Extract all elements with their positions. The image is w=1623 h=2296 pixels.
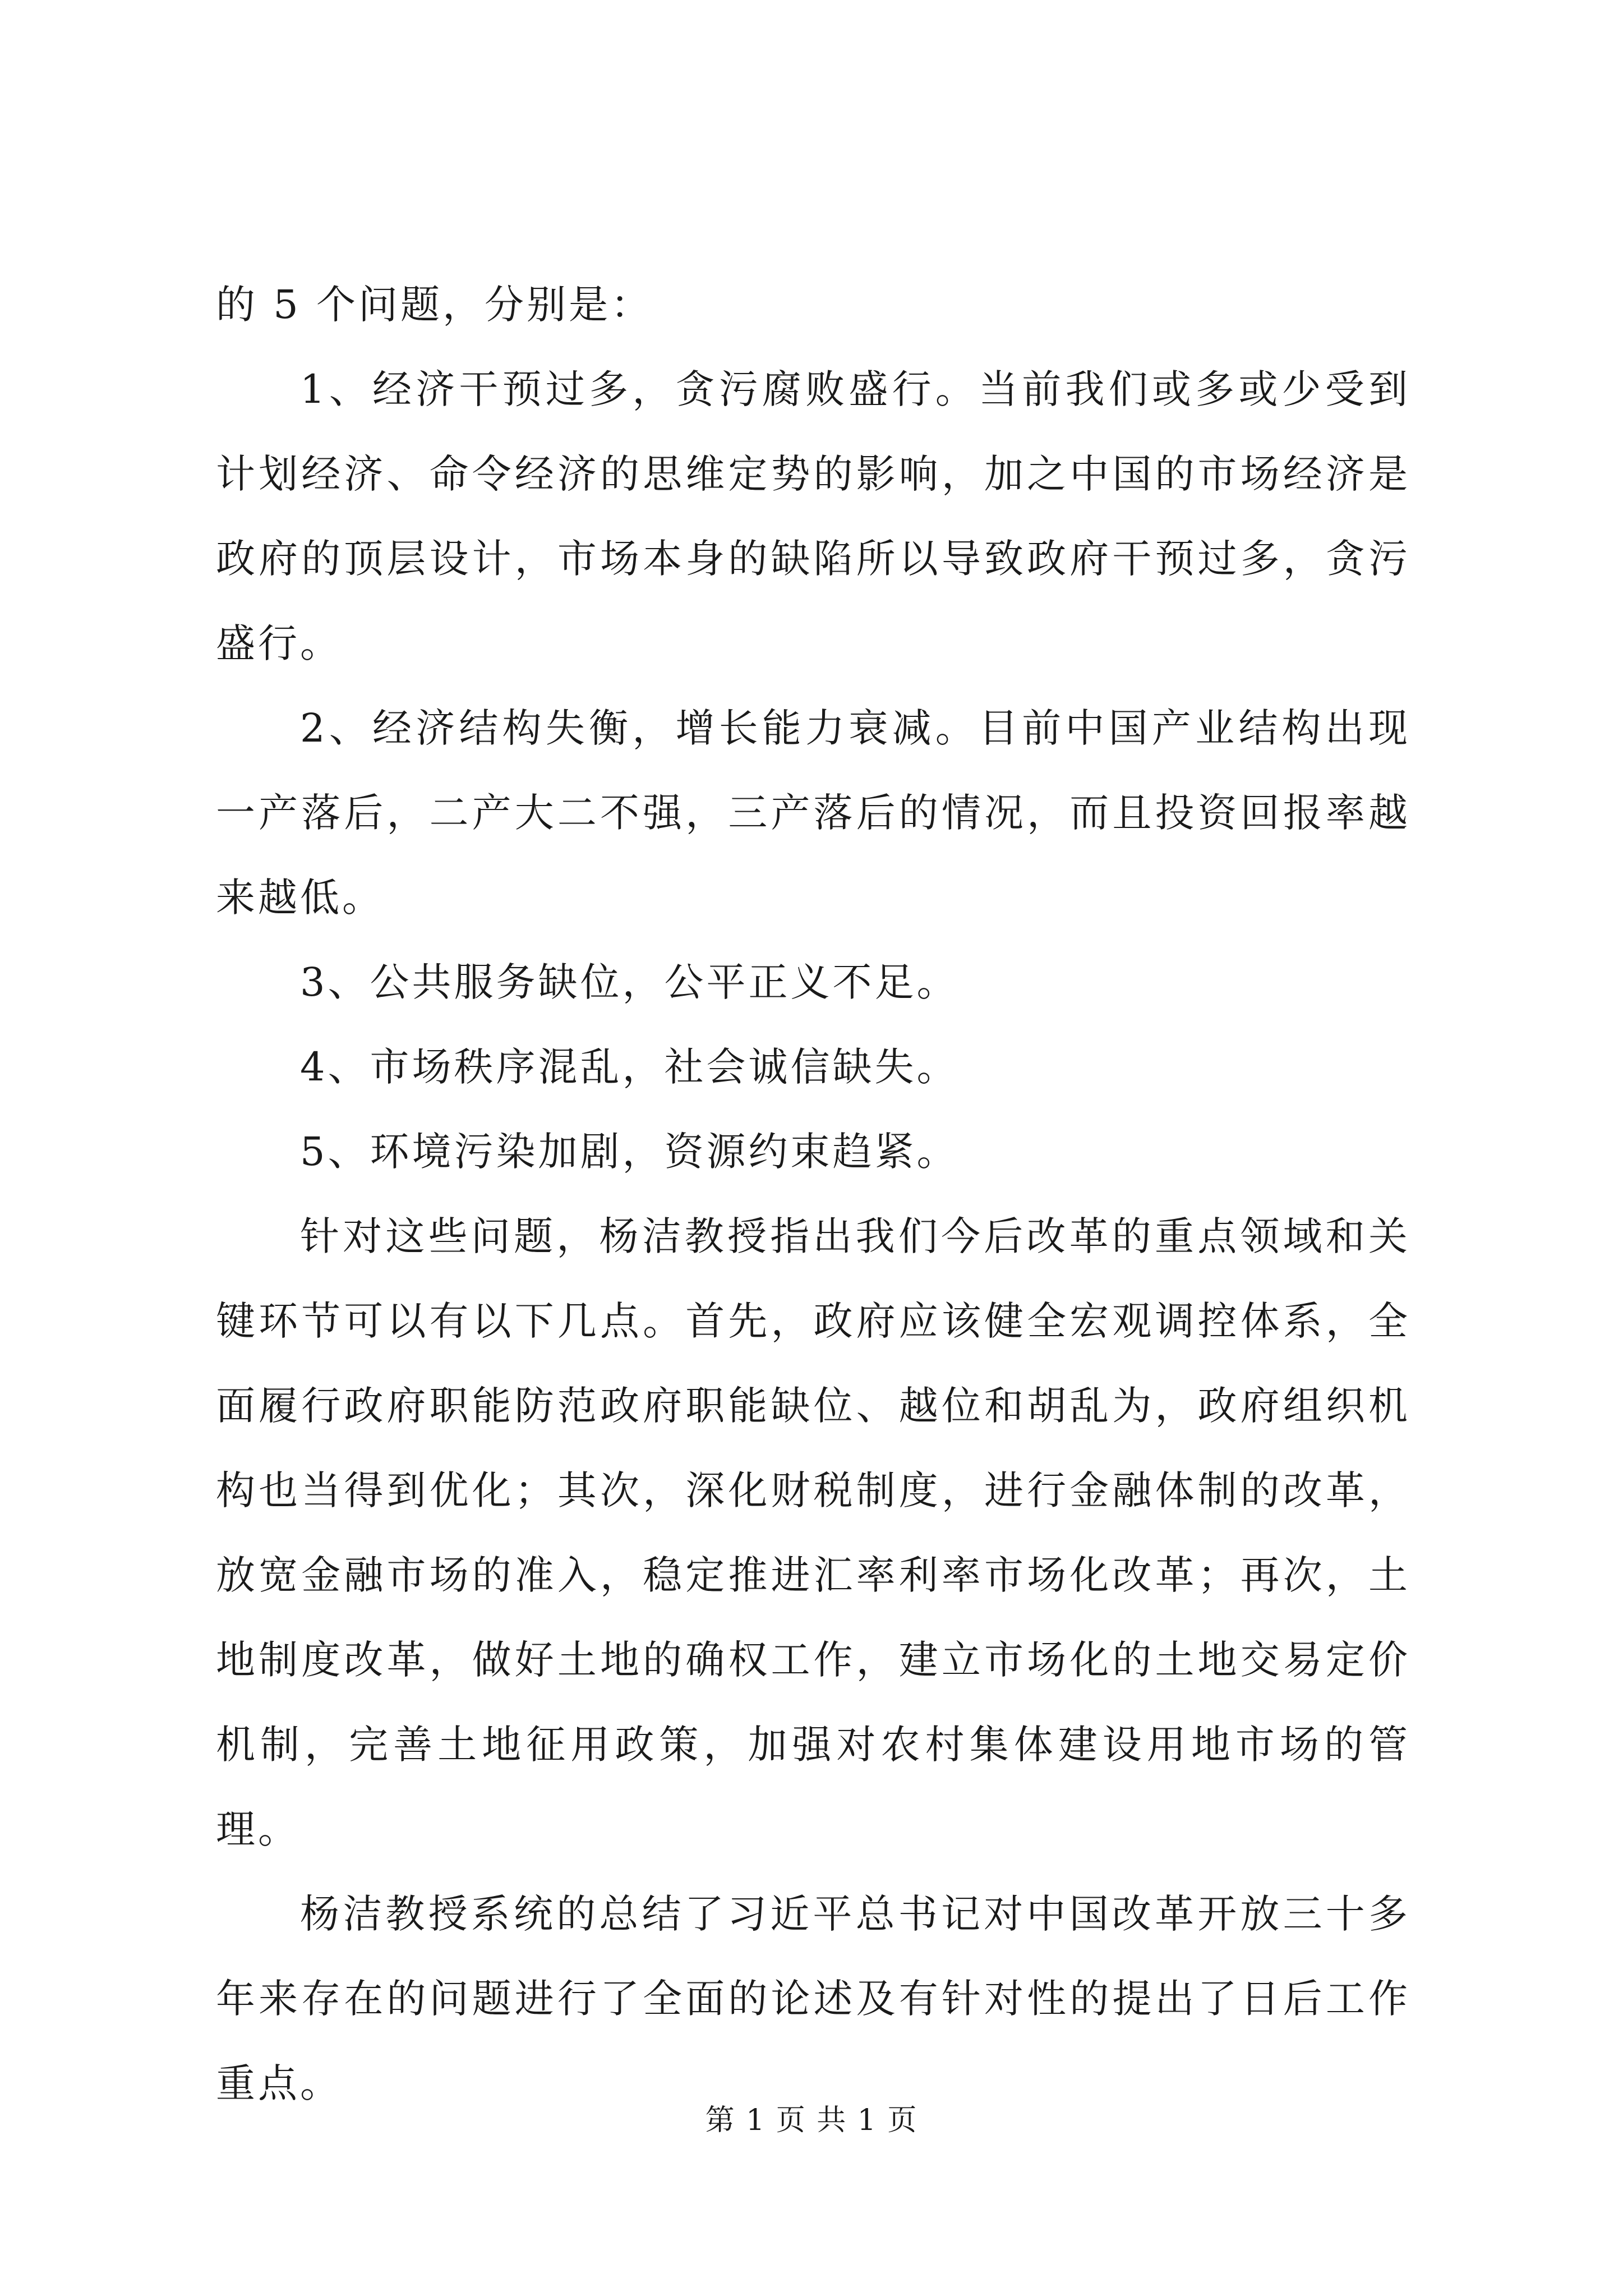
paragraph-intro: 的 5 个问题，分别是： [216,282,653,328]
paragraph-item-5: 5、环境污染加剧，资源约束趋紧。 [300,1129,959,1175]
paragraph-item-3: 3、公共服务缺位，公平正义不足。 [300,959,959,1005]
paragraph-reform-focus: 针对这些问题，杨洁教授指出我们今后改革的重点领域和关键环节可以有以下几点。首先，政府应该健全宏观调控体系，全面履行政府职能防范政府职能缺位、越位和胡乱为，政府组织机构也当得到优化；其次，深化财税制度，进行金融体制的改革，放宽金融市场的准入，稳定推进汇率利率市场化改革；再次，土地制度改革，做好土地的确权工作，建立市场化的土地交易定价机制，完善土地征用政策，加强对农村集体建设用地市场的管理。 [216,1213,1410,1852]
paragraph-item-4: 4、市场秩序混乱，社会诚信缺失。 [300,1044,959,1090]
page-footer: 第 1 页 共 1 页 [705,2104,918,2137]
paragraph-summary: 杨洁教授系统的总结了习近平总书记对中国改革开放三十多年来存在的问题进行了全面的论述及有针对性的提出了日后工作重点。 [216,1891,1410,2106]
document-body [216,263,1410,2126]
paragraph-item-1: 1、经济干预过多，贪污腐败盛行。当前我们或多或少受到计划经济、命令经济的思维定势的影响，加之中国的市场经济是政府的顶层设计，市场本身的缺陷所以导致政府干预过多，贪污盛行。 [216,366,1410,666]
paragraph-item-2: 2、经济结构失衡，增长能力衰减。目前中国产业结构出现一产落后，二产大二不强，三产落后的情况，而且投资回报率越来越低。 [216,705,1410,921]
